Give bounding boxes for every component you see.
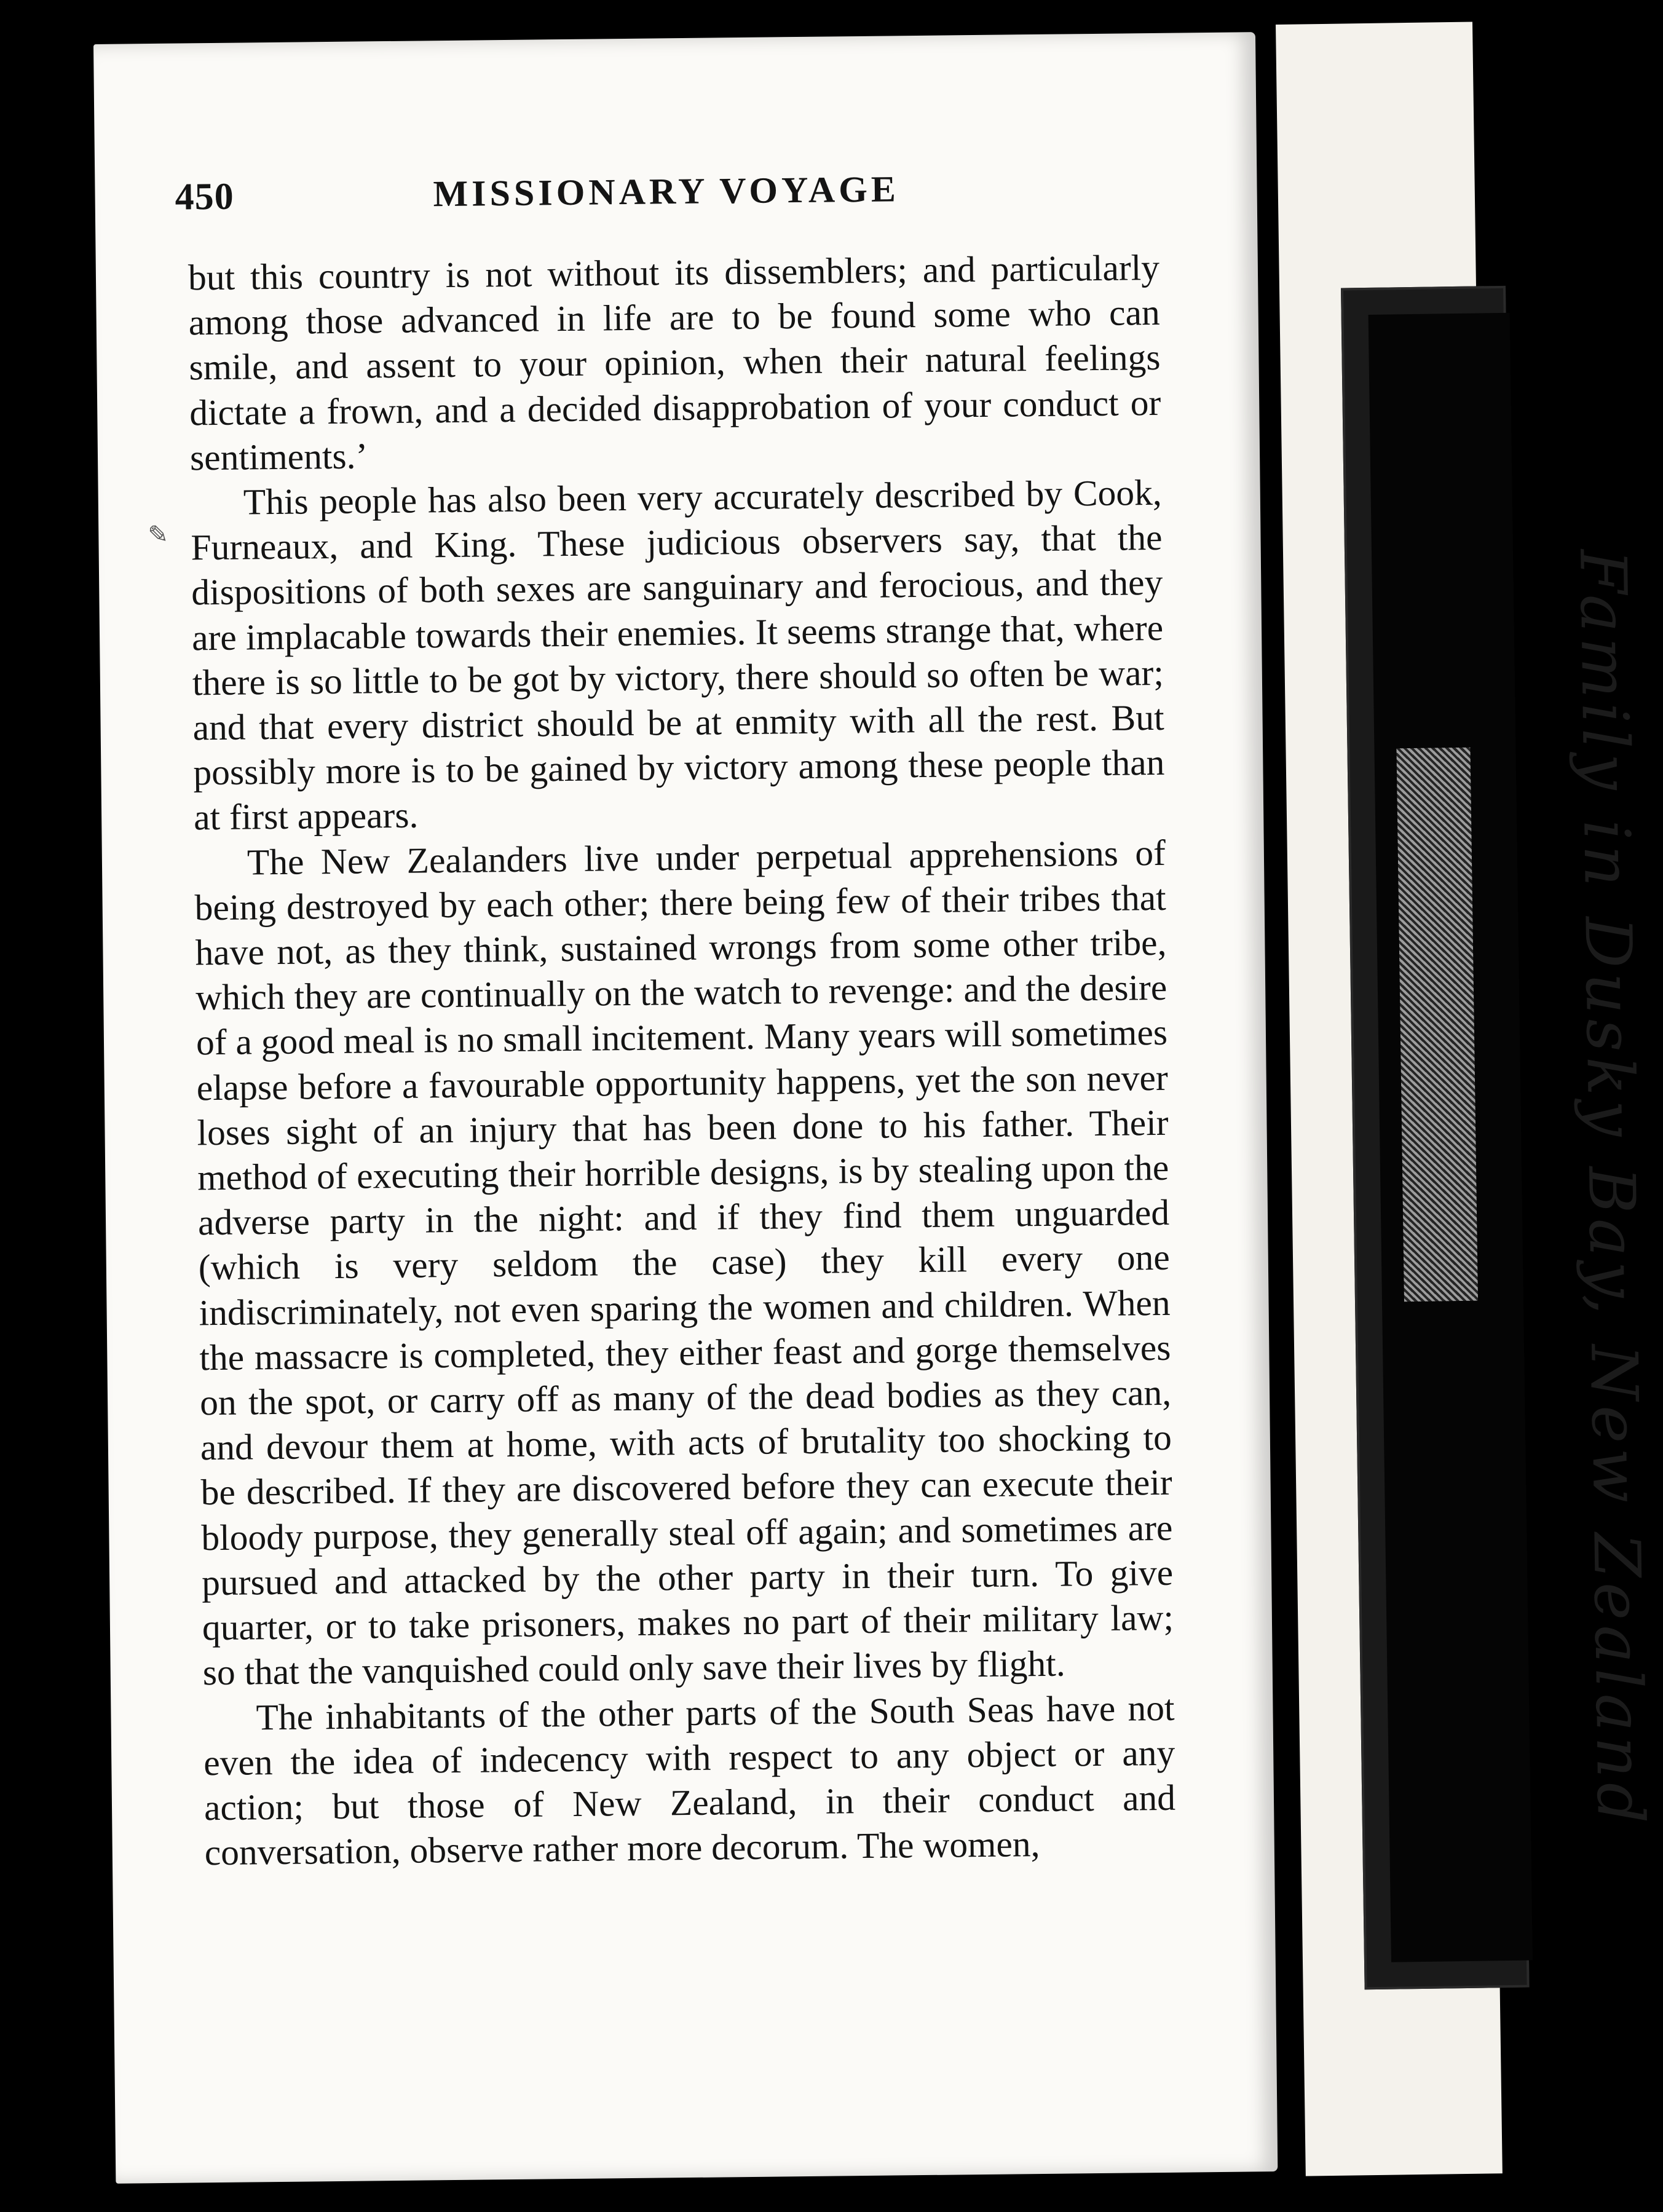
body-text	[188, 245, 1177, 1876]
engraving-detail	[1396, 748, 1478, 1302]
running-head: MISSIONARY VOYAGE	[433, 168, 900, 215]
facing-plate-page	[1276, 22, 1659, 2176]
paragraph-3: The New Zealanders live under perpetual apprehensions of being destroyed by each other; there being few of their tribes that have not, as they think, sustained wrongs from some other tribe, which they are continually on the watch to revenge: and the desire of a good meal is no small incitement. Many years will sometimes elapse before a favourable opportunity happens, yet the son never loses sight of an injury that has been done to his father. Their method of executing their horrible designs, is by stealing upon the adverse party in the night: and if they find them unguarded (which is very seldom the case) they kill every one indiscriminately, not even sparing the women and children. When the massacre is completed, they either feast and gorge themselves on the spot, or carry off as many of the dead bodies as they can, and devour them at home, with acts of brutality too shocking to be described. If they are discovered before they can execute their bloody purpose, they generally steal off again; and sometimes are pursued and attacked by the other party in their turn. To give quarter, or to take prisoners, makes no part of their military law; so that the vanquished could only save their lives by flight.	[194, 832, 1174, 1693]
paragraph-1: but this country is not without its dissemblers; and particularly among those advanced in life are to be found some who can smile, and assent to your opinion, when their natural feelings dictate a frown, and a decided disapprobation of your conduct or sentiments.’	[188, 247, 1161, 478]
page-header	[175, 165, 1159, 243]
paragraph-4: The inhabitants of the other parts of the South Seas have not even the idea of indecency with respect to any object or any action; but those of New Zealand, in their conduct and conversation, observe rather more decorum. The women,	[203, 1687, 1176, 1873]
margin-mark: ✎	[148, 520, 169, 549]
plate-caption: Family in Dusky Bay, New Zealand	[1565, 548, 1659, 1829]
paragraph-2: This people has also been very accurately described by Cook, Furneaux, and King. These judicious observers say, that the dispositions of both sexes are sanguinary and ferocious, and they are implacable towards their enemies. It seems strange that, where there is so little to be got by victory, there should so often be war; and that every district should be at enmity with all the rest. But possibly more is to be gained by victory among these people than at first appears.	[191, 472, 1165, 838]
book-page	[93, 32, 1278, 2184]
page-number: 450	[175, 175, 234, 218]
